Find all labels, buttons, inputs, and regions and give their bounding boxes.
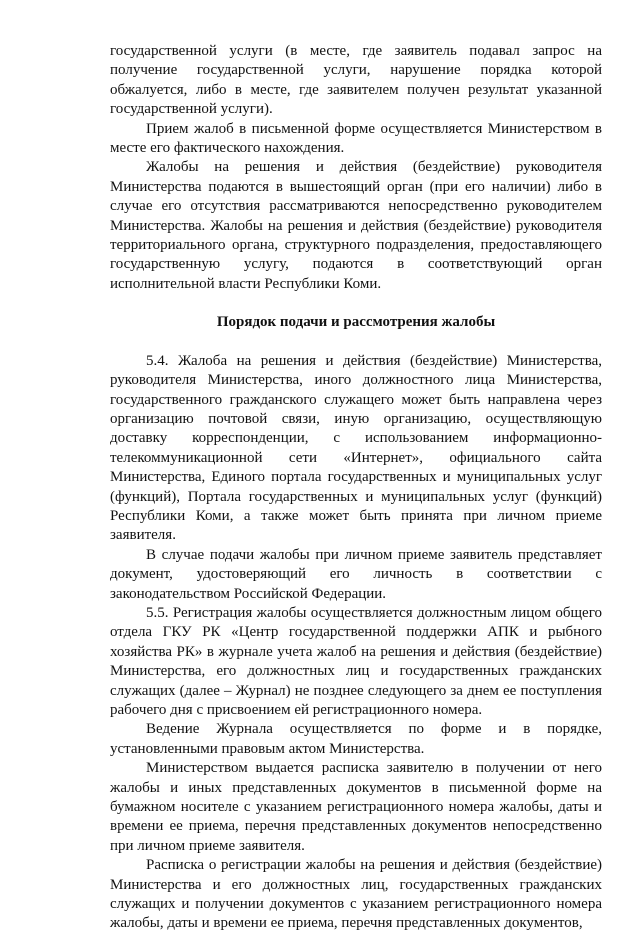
paragraph-5-4: 5.4. Жалоба на решения и действия (бездействие) Министерства, руководителя Министерства, иного должностного лица Министерства, государственного гражданского служащего может быть направлена через организацию почтовой связи, иную организацию, осуществляющую доставку корреспонденции, с использованием информационно-телекоммуникационной сети «Интернет», официального сайта Министерства, Единого портала государственных и муниципальных услуг (функций), Портала государственных и муниципальных услуг (функций) Республики Коми, а также может быть принята при личном приеме заявителя. (110, 352, 602, 544)
paragraph: государственной услуги (в месте, где заявитель подавал запрос на получение государственной услуги, нарушение порядка которой обжалуется, либо в месте, где заявителем получен результат указанной государственной услуги). (110, 43, 602, 118)
paragraph: Министерством выдается расписка заявителю в получении от него жалобы и иных представленных документов в письменной форме на бумажном носителе с указанием регистрационного номера жалобы, даты и времени ее приема, перечня представленных документов непосредственно при личном приеме заявителя. (110, 760, 602, 854)
paragraph: Прием жалоб в письменной форме осуществляется Министерством в месте его фактического нахождения. (110, 120, 602, 157)
paragraph: Расписка о регистрации жалобы на решения и действия (бездействие) Министерства и его должностных лиц, государственных гражданских служащих и получении документов с указанием регистрационного номера жалобы, даты и времени ее приема, перечня представленных документов, (110, 857, 602, 932)
paragraph: В случае подачи жалобы при личном приеме заявитель представляет документ, удостоверяющий его личность в соответствии с законодательством Российской Федерации. (110, 546, 602, 602)
paragraph: Ведение Журнала осуществляется по форме и в порядке, установленными правовым актом Министерства. (110, 721, 602, 757)
paragraph: Жалобы на решения и действия (бездействие) руководителя Министерства подаются в вышестоящий орган (при его наличии) либо в случае его отсутствия рассматриваются непосредственно руководителем Министерства. Жалобы на решения и действия (бездействие) руководителя территориального органа, структурного подразделения, предоставляющего государственную услугу, подаются в соответствующий орган исполнительной власти Республики Коми. (110, 159, 602, 292)
paragraph-5-5: 5.5. Регистрация жалобы осуществляется должностным лицом общего отдела ГКУ РК «Центр государственной поддержки АПК и рыбного хозяйства РК» в журнале учета жалоб на решения и действия (бездействие) Министерства, его должностных лиц и государственных гражданских служащих (далее – Журнал) не позднее следующего за днем ее поступления рабочего дня с присвоением ей регистрационного номера. (110, 604, 602, 718)
section-heading: Порядок подачи и рассмотрения жалобы (216, 314, 496, 331)
